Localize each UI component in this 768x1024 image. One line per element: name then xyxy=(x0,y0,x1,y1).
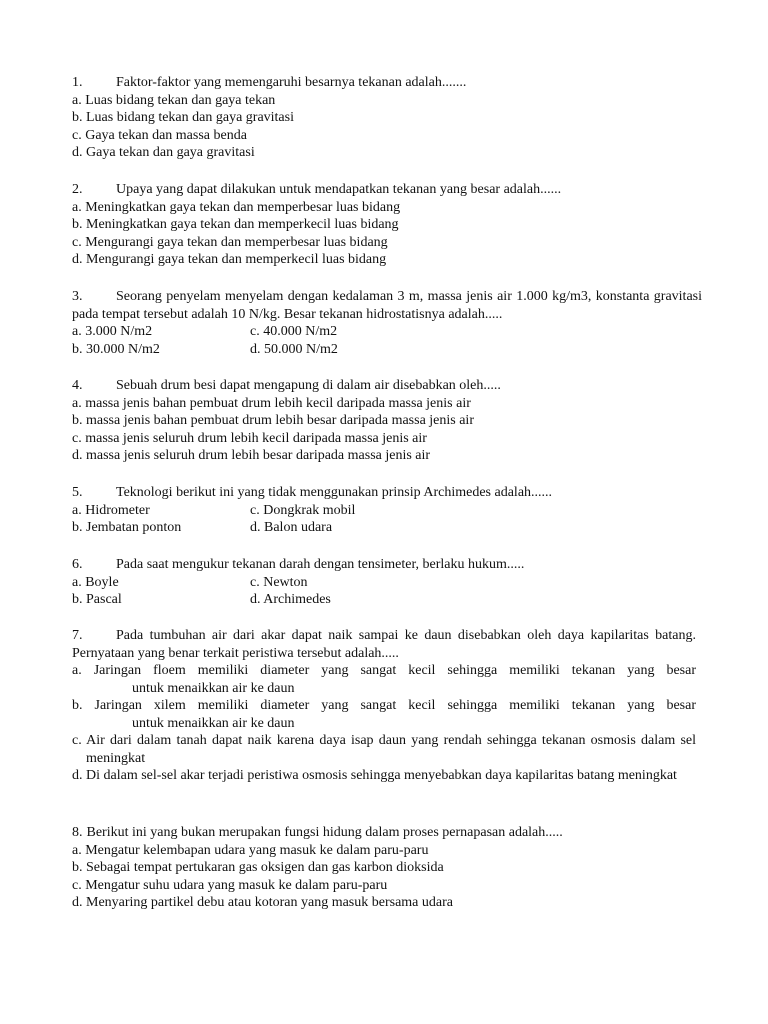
question-stem xyxy=(72,377,702,395)
question-2 xyxy=(72,181,702,269)
question-text: Sebuah drum besi dapat mengapung di dalam air disebabkan oleh..... xyxy=(116,378,501,393)
question-number: 8. xyxy=(72,825,83,840)
option-b xyxy=(72,697,696,732)
option-line: a. Jaringan floem memiliki diameter yang sangat kecil sehingga memiliki tekanan yang besar xyxy=(72,663,696,678)
question-number: 6. xyxy=(72,557,83,572)
option-d: d. massa jenis seluruh drum lebih besar daripada massa jenis air xyxy=(72,448,431,463)
option-continuation: untuk menaikkan air ke daun xyxy=(132,680,295,696)
question-text: Seorang penyelam menyelam dengan kedalaman 3 m, massa jenis air 1.000 kg/m3, konstanta gravitasi pada tempat tersebut adalah 10 N/kg. Besar tekanan hidrostatisnya adalah..... xyxy=(72,289,702,322)
option-a: a. Hidrometer xyxy=(72,502,150,518)
option-b: b. 30.000 N/m2 xyxy=(72,341,160,357)
question-stem xyxy=(72,288,702,323)
options-grid xyxy=(72,502,702,537)
option-a xyxy=(72,662,696,697)
option-c: c. Newton xyxy=(250,574,308,590)
option-a: a. massa jenis bahan pembuat drum lebih kecil daripada massa jenis air xyxy=(72,395,471,411)
option-d: d. Balon udara xyxy=(250,520,333,535)
question-number: 4. xyxy=(72,378,83,393)
question-number: 1. xyxy=(72,75,83,90)
option-c: c. Dongkrak mobil xyxy=(250,502,356,518)
question-stem xyxy=(72,181,702,199)
question-7 xyxy=(72,627,696,785)
option-b: b. Luas bidang tekan dan gaya gravitasi xyxy=(72,110,294,125)
option-c: c. massa jenis seluruh drum lebih kecil daripada massa jenis air xyxy=(72,430,427,446)
option-c: c. 40.000 N/m2 xyxy=(250,324,338,339)
question-text: Pada tumbuhan air dari akar dapat naik sampai ke daun disebabkan oleh daya kapilaritas batang. Pernyataan yang benar terkait peristiwa tersebut adalah..... xyxy=(72,628,696,661)
question-stem xyxy=(72,627,696,662)
option-d: d. Di dalam sel-sel akar terjadi peristiwa osmosis sehingga menyebabkan daya kapilaritas batang meningkat xyxy=(72,768,677,783)
question-number: 7. xyxy=(72,628,83,643)
option-d: d. Archimedes xyxy=(250,592,331,607)
question-stem xyxy=(72,74,702,92)
question-8 xyxy=(72,824,702,912)
question-text: Berikut ini yang bukan merupakan fungsi hidung dalam proses pernapasan adalah..... xyxy=(86,825,563,840)
question-text: Faktor-faktor yang memengaruhi besarnya tekanan adalah....... xyxy=(116,75,467,90)
option-d: d. Menyaring partikel debu atau kotoran yang masuk bersama udara xyxy=(72,895,453,910)
option-a: a. 3.000 N/m2 xyxy=(72,324,153,339)
question-text: Upaya yang dapat dilakukan untuk mendapatkan tekanan yang besar adalah...... xyxy=(116,182,562,197)
question-stem xyxy=(72,556,702,574)
question-number: 2. xyxy=(72,182,83,197)
option-b: b. Jembatan ponton xyxy=(72,520,182,535)
option-c: c. Mengurangi gaya tekan dan memperbesar luas bidang xyxy=(72,234,388,250)
option-a: a. Luas bidang tekan dan gaya tekan xyxy=(72,92,276,108)
question-stem xyxy=(72,484,702,502)
option-d: d. Gaya tekan dan gaya gravitasi xyxy=(72,145,255,160)
options-grid xyxy=(72,323,702,358)
question-5 xyxy=(72,484,702,537)
question-text: Pada saat mengukur tekanan darah dengan tensimeter, berlaku hukum..... xyxy=(116,557,525,572)
question-number: 3. xyxy=(72,289,83,304)
question-1 xyxy=(72,74,702,162)
question-4 xyxy=(72,377,702,465)
option-a: a. Meningkatkan gaya tekan dan memperbesar luas bidang xyxy=(72,199,401,215)
option-continuation: untuk menaikkan air ke daun xyxy=(132,715,295,731)
option-line: b. Jaringan xilem memiliki diameter yang sangat kecil sehingga memiliki tekanan yang besar xyxy=(72,698,696,713)
options-grid xyxy=(72,574,702,609)
option-d: d. Mengurangi gaya tekan dan memperkecil luas bidang xyxy=(72,252,387,267)
option-c: c. Air dari dalam tanah dapat naik karena daya isap daun yang rendah sehingga tekanan osmosis dalam sel meningkat xyxy=(72,733,696,766)
option-b: b. massa jenis bahan pembuat drum lebih besar daripada massa jenis air xyxy=(72,413,474,428)
option-c: c. Gaya tekan dan massa benda xyxy=(72,127,247,143)
question-number: 5. xyxy=(72,485,83,500)
option-b: b. Pascal xyxy=(72,592,122,607)
question-6 xyxy=(72,556,702,609)
question-stem xyxy=(72,824,702,842)
option-c: c. Mengatur suhu udara yang masuk ke dalam paru-paru xyxy=(72,877,388,893)
option-d: d. 50.000 N/m2 xyxy=(250,341,338,357)
question-text: Teknologi berikut ini yang tidak menggunakan prinsip Archimedes adalah...... xyxy=(116,485,553,500)
option-b: b. Meningkatkan gaya tekan dan memperkecil luas bidang xyxy=(72,217,399,232)
question-3 xyxy=(72,288,702,358)
option-b: b. Sebagai tempat pertukaran gas oksigen dan gas karbon dioksida xyxy=(72,860,444,875)
option-a: a. Mengatur kelembapan udara yang masuk ke dalam paru-paru xyxy=(72,842,429,858)
option-a: a. Boyle xyxy=(72,574,119,590)
